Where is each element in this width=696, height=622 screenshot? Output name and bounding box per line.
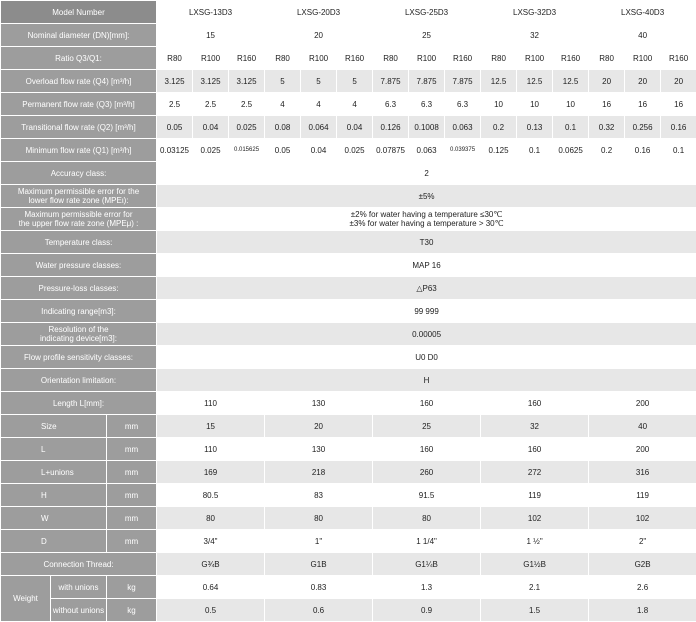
table-cell: 25: [373, 24, 481, 47]
table-cell: 130: [265, 438, 373, 461]
table-cell: 20: [265, 24, 373, 47]
table-cell: 200: [589, 438, 696, 461]
indicating-range-row: [1, 300, 696, 323]
ratio-label: Ratio Q3/Q1:: [1, 47, 157, 70]
table-cell: 1": [265, 530, 373, 553]
table-cell: 160: [373, 392, 481, 415]
table-cell: 0.039375: [445, 139, 481, 162]
table-cell: 83: [265, 484, 373, 507]
table-cell: 102: [481, 507, 589, 530]
table-cell: 130: [265, 392, 373, 415]
mpe-upper-value-line-1: ±2% for water having a temperature ≤30℃: [158, 210, 695, 219]
table-cell: 15: [157, 24, 265, 47]
table-cell: 0.64: [157, 576, 265, 599]
table-cell: 2.5: [229, 93, 265, 116]
table-cell: R80: [157, 47, 193, 70]
table-cell: 0.13: [517, 116, 553, 139]
table-cell: 160: [481, 392, 589, 415]
dimension-label: L+unions: [1, 461, 107, 484]
model-32d3: LXSG-32D3: [481, 1, 589, 24]
resolution-value: 0.00005: [157, 323, 696, 346]
table-cell: 2.1: [481, 576, 589, 599]
table-cell: 20: [661, 70, 696, 93]
table-cell: R80: [589, 47, 625, 70]
table-cell: 0.04: [301, 139, 337, 162]
dimension-label: H: [1, 484, 107, 507]
length-label: Length L[mm]:: [1, 392, 157, 415]
temperature-label: Temperature class:: [1, 231, 157, 254]
pressure-loss-value: △P63: [157, 277, 696, 300]
dimension-row: [1, 507, 696, 530]
pressure-loss-row: [1, 277, 696, 300]
table-cell: 5: [337, 70, 373, 93]
table-cell: 12.5: [517, 70, 553, 93]
table-cell: 260: [373, 461, 481, 484]
resolution-label-line-1: Resolution of the: [2, 325, 155, 334]
resolution-label-line-2: indicating device[m3]:: [2, 334, 155, 343]
table-cell: 0.83: [265, 576, 373, 599]
mpe-lower-label: [1, 185, 157, 208]
table-cell: G1½B: [481, 553, 589, 576]
dimension-row: [1, 530, 696, 553]
table-cell: 91.5: [373, 484, 481, 507]
table-cell: 7.875: [409, 70, 445, 93]
table-cell: 110: [157, 392, 265, 415]
dimension-label: L: [1, 438, 107, 461]
table-cell: 0.2: [481, 116, 517, 139]
indicating-range-value: 99 999: [157, 300, 696, 323]
table-cell: 110: [157, 438, 265, 461]
indicating-range-label: Indicating range[m3]:: [1, 300, 157, 323]
weight-unit: kg: [107, 576, 157, 599]
pressure-row: [1, 254, 696, 277]
table-cell: 0.125: [481, 139, 517, 162]
table-cell: 16: [589, 93, 625, 116]
table-cell: 160: [481, 438, 589, 461]
weight-label: Weight: [1, 576, 51, 622]
table-cell: 80: [265, 507, 373, 530]
pressure-value: MAP 16: [157, 254, 696, 277]
table-cell: 272: [481, 461, 589, 484]
table-cell: 40: [589, 415, 696, 438]
table-cell: R80: [373, 47, 409, 70]
table-cell: 6.3: [373, 93, 409, 116]
table-cell: 0.025: [193, 139, 229, 162]
resolution-label: [1, 323, 157, 346]
dimension-unit: mm: [107, 438, 157, 461]
table-cell: 0.256: [625, 116, 661, 139]
table-cell: 10: [517, 93, 553, 116]
table-cell: 0.1: [517, 139, 553, 162]
dimension-unit: mm: [107, 461, 157, 484]
table-cell: 2": [589, 530, 696, 553]
table-cell: 1 ½": [481, 530, 589, 553]
weight-without-unions-row: [1, 599, 696, 622]
permanent-flow-row: [1, 93, 696, 116]
table-cell: 0.063: [445, 116, 481, 139]
table-cell: G1¼B: [373, 553, 481, 576]
table-cell: 10: [481, 93, 517, 116]
table-cell: 1.3: [373, 576, 481, 599]
accuracy-label: Accuracy class:: [1, 162, 157, 185]
table-cell: 25: [373, 415, 481, 438]
orientation-value: H: [157, 369, 696, 392]
table-cell: R160: [661, 47, 696, 70]
mpe-upper-label-line-1: Maximum permissible error for: [2, 210, 155, 219]
nominal-diameter-row: [1, 24, 696, 47]
mpe-upper-label: [1, 208, 157, 231]
dimension-unit: mm: [107, 530, 157, 553]
table-cell: 0.126: [373, 116, 409, 139]
orientation-label: Orientation limitation:: [1, 369, 157, 392]
table-cell: 1 1/4": [373, 530, 481, 553]
dimension-label: Size: [1, 415, 107, 438]
table-cell: G2B: [589, 553, 696, 576]
table-cell: 0.16: [625, 139, 661, 162]
table-cell: 80: [373, 507, 481, 530]
dimension-row: [1, 438, 696, 461]
table-cell: 15: [157, 415, 265, 438]
dimension-unit: mm: [107, 507, 157, 530]
overload-flow-label: Overload flow rate (Q4) [m³/h]: [1, 70, 157, 93]
model-20d3: LXSG-20D3: [265, 1, 373, 24]
table-cell: 0.064: [301, 116, 337, 139]
table-cell: 169: [157, 461, 265, 484]
table-cell: 6.3: [445, 93, 481, 116]
orientation-row: [1, 369, 696, 392]
mpe-lower-row: [1, 185, 696, 208]
temperature-row: [1, 231, 696, 254]
table-cell: 4: [301, 93, 337, 116]
mpe-lower-label-line-1: Maximum permissible error for the: [2, 187, 155, 196]
minimum-flow-row: [1, 139, 696, 162]
mpe-upper-label-line-2: the upper flow rate zone (MPEμ) :: [2, 219, 155, 228]
table-cell: R160: [229, 47, 265, 70]
table-cell: 218: [265, 461, 373, 484]
table-cell: G¾B: [157, 553, 265, 576]
table-cell: R80: [481, 47, 517, 70]
dimension-row: [1, 484, 696, 507]
dimension-unit: mm: [107, 415, 157, 438]
table-cell: 7.875: [373, 70, 409, 93]
dimension-label: W: [1, 507, 107, 530]
table-cell: 16: [661, 93, 696, 116]
dimension-row: [1, 461, 696, 484]
table-cell: R160: [445, 47, 481, 70]
table-cell: 6.3: [409, 93, 445, 116]
mpe-upper-value: [157, 208, 696, 231]
table-cell: R100: [517, 47, 553, 70]
table-cell: 4: [337, 93, 373, 116]
table-cell: 32: [481, 24, 589, 47]
model-number-label: Model Number: [1, 1, 157, 24]
table-cell: 0.9: [373, 599, 481, 622]
table-cell: 119: [481, 484, 589, 507]
mpe-upper-row: [1, 208, 696, 231]
table-cell: 10: [553, 93, 589, 116]
table-cell: R100: [301, 47, 337, 70]
dimension-row: [1, 415, 696, 438]
table-cell: 102: [589, 507, 696, 530]
permanent-flow-label: Permanent flow rate (Q3) [m³/h]: [1, 93, 157, 116]
table-cell: 16: [625, 93, 661, 116]
table-cell: 0.0625: [553, 139, 589, 162]
table-cell: 5: [301, 70, 337, 93]
table-cell: 1.5: [481, 599, 589, 622]
table-cell: 3/4": [157, 530, 265, 553]
table-cell: 0.1008: [409, 116, 445, 139]
table-cell: 0.5: [157, 599, 265, 622]
resolution-row: [1, 323, 696, 346]
minimum-flow-label: Minimum flow rate (Q1) [m³/h]: [1, 139, 157, 162]
table-cell: 12.5: [481, 70, 517, 93]
pressure-label: Water pressure classes:: [1, 254, 157, 277]
table-cell: 40: [589, 24, 696, 47]
table-cell: R100: [409, 47, 445, 70]
table-cell: 316: [589, 461, 696, 484]
table-cell: 0.6: [265, 599, 373, 622]
table-cell: 20: [265, 415, 373, 438]
table-cell: 4: [265, 93, 301, 116]
table-cell: 0.025: [337, 139, 373, 162]
ratio-row: [1, 47, 696, 70]
table-cell: 0.04: [193, 116, 229, 139]
table-cell: R80: [265, 47, 301, 70]
table-cell: 3.125: [229, 70, 265, 93]
overload-flow-row: [1, 70, 696, 93]
table-cell: 2.5: [193, 93, 229, 116]
pressure-loss-label: Pressure-loss classes:: [1, 277, 157, 300]
model-25d3: LXSG-25D3: [373, 1, 481, 24]
table-cell: G1B: [265, 553, 373, 576]
weight-unit: kg: [107, 599, 157, 622]
weight-with-unions-row: [1, 576, 696, 599]
table-cell: 0.04: [337, 116, 373, 139]
weight-without-unions-label: without unions: [51, 599, 107, 622]
table-cell: 20: [625, 70, 661, 93]
connection-thread-row: [1, 553, 696, 576]
table-cell: 3.125: [193, 70, 229, 93]
nominal-diameter-label: Nominal diameter (DN)[mm]:: [1, 24, 157, 47]
table-cell: R160: [337, 47, 373, 70]
table-cell: 80: [157, 507, 265, 530]
table-cell: 0.32: [589, 116, 625, 139]
flow-profile-label: Flow profile sensitivity classes:: [1, 346, 157, 369]
accuracy-value: 2: [157, 162, 696, 185]
table-cell: 80.5: [157, 484, 265, 507]
table-cell: 0.015625: [229, 139, 265, 162]
table-cell: 12.5: [553, 70, 589, 93]
table-cell: 0.1: [553, 116, 589, 139]
table-cell: 2.5: [157, 93, 193, 116]
flow-profile-value: U0 D0: [157, 346, 696, 369]
transitional-flow-label: Transitional flow rate (Q2) [m³/h]: [1, 116, 157, 139]
table-cell: 160: [373, 438, 481, 461]
connection-thread-label: Connection Thread:: [1, 553, 157, 576]
temperature-value: T30: [157, 231, 696, 254]
weight-with-unions-label: with unions: [51, 576, 107, 599]
table-cell: 20: [589, 70, 625, 93]
table-cell: 0.07875: [373, 139, 409, 162]
dimension-label: D: [1, 530, 107, 553]
table-cell: 119: [589, 484, 696, 507]
table-cell: 0.063: [409, 139, 445, 162]
table-cell: 2.6: [589, 576, 696, 599]
mpe-upper-value-line-2: ±3% for water having a temperature > 30℃: [158, 219, 695, 228]
length-row: [1, 392, 696, 415]
table-cell: 32: [481, 415, 589, 438]
mpe-lower-label-line-2: lower flow rate zone (MPEι):: [2, 196, 155, 205]
table-cell: 0.1: [661, 139, 696, 162]
model-number-row: [1, 1, 696, 24]
table-cell: R160: [553, 47, 589, 70]
table-cell: 0.025: [229, 116, 265, 139]
table-cell: 7.875: [445, 70, 481, 93]
table-cell: 0.03125: [157, 139, 193, 162]
model-13d3: LXSG-13D3: [157, 1, 265, 24]
table-cell: 0.08: [265, 116, 301, 139]
table-cell: 0.05: [157, 116, 193, 139]
table-cell: 3.125: [157, 70, 193, 93]
table-cell: 0.05: [265, 139, 301, 162]
table-cell: 0.16: [661, 116, 696, 139]
table-cell: 200: [589, 392, 696, 415]
accuracy-row: [1, 162, 696, 185]
table-cell: 0.2: [589, 139, 625, 162]
flow-profile-row: [1, 346, 696, 369]
transitional-flow-row: [1, 116, 696, 139]
table-cell: R100: [625, 47, 661, 70]
table-cell: 5: [265, 70, 301, 93]
model-40d3: LXSG-40D3: [589, 1, 696, 24]
dimension-unit: mm: [107, 484, 157, 507]
table-cell: R100: [193, 47, 229, 70]
table-cell: 1.8: [589, 599, 696, 622]
mpe-lower-value: ±5%: [157, 185, 696, 208]
